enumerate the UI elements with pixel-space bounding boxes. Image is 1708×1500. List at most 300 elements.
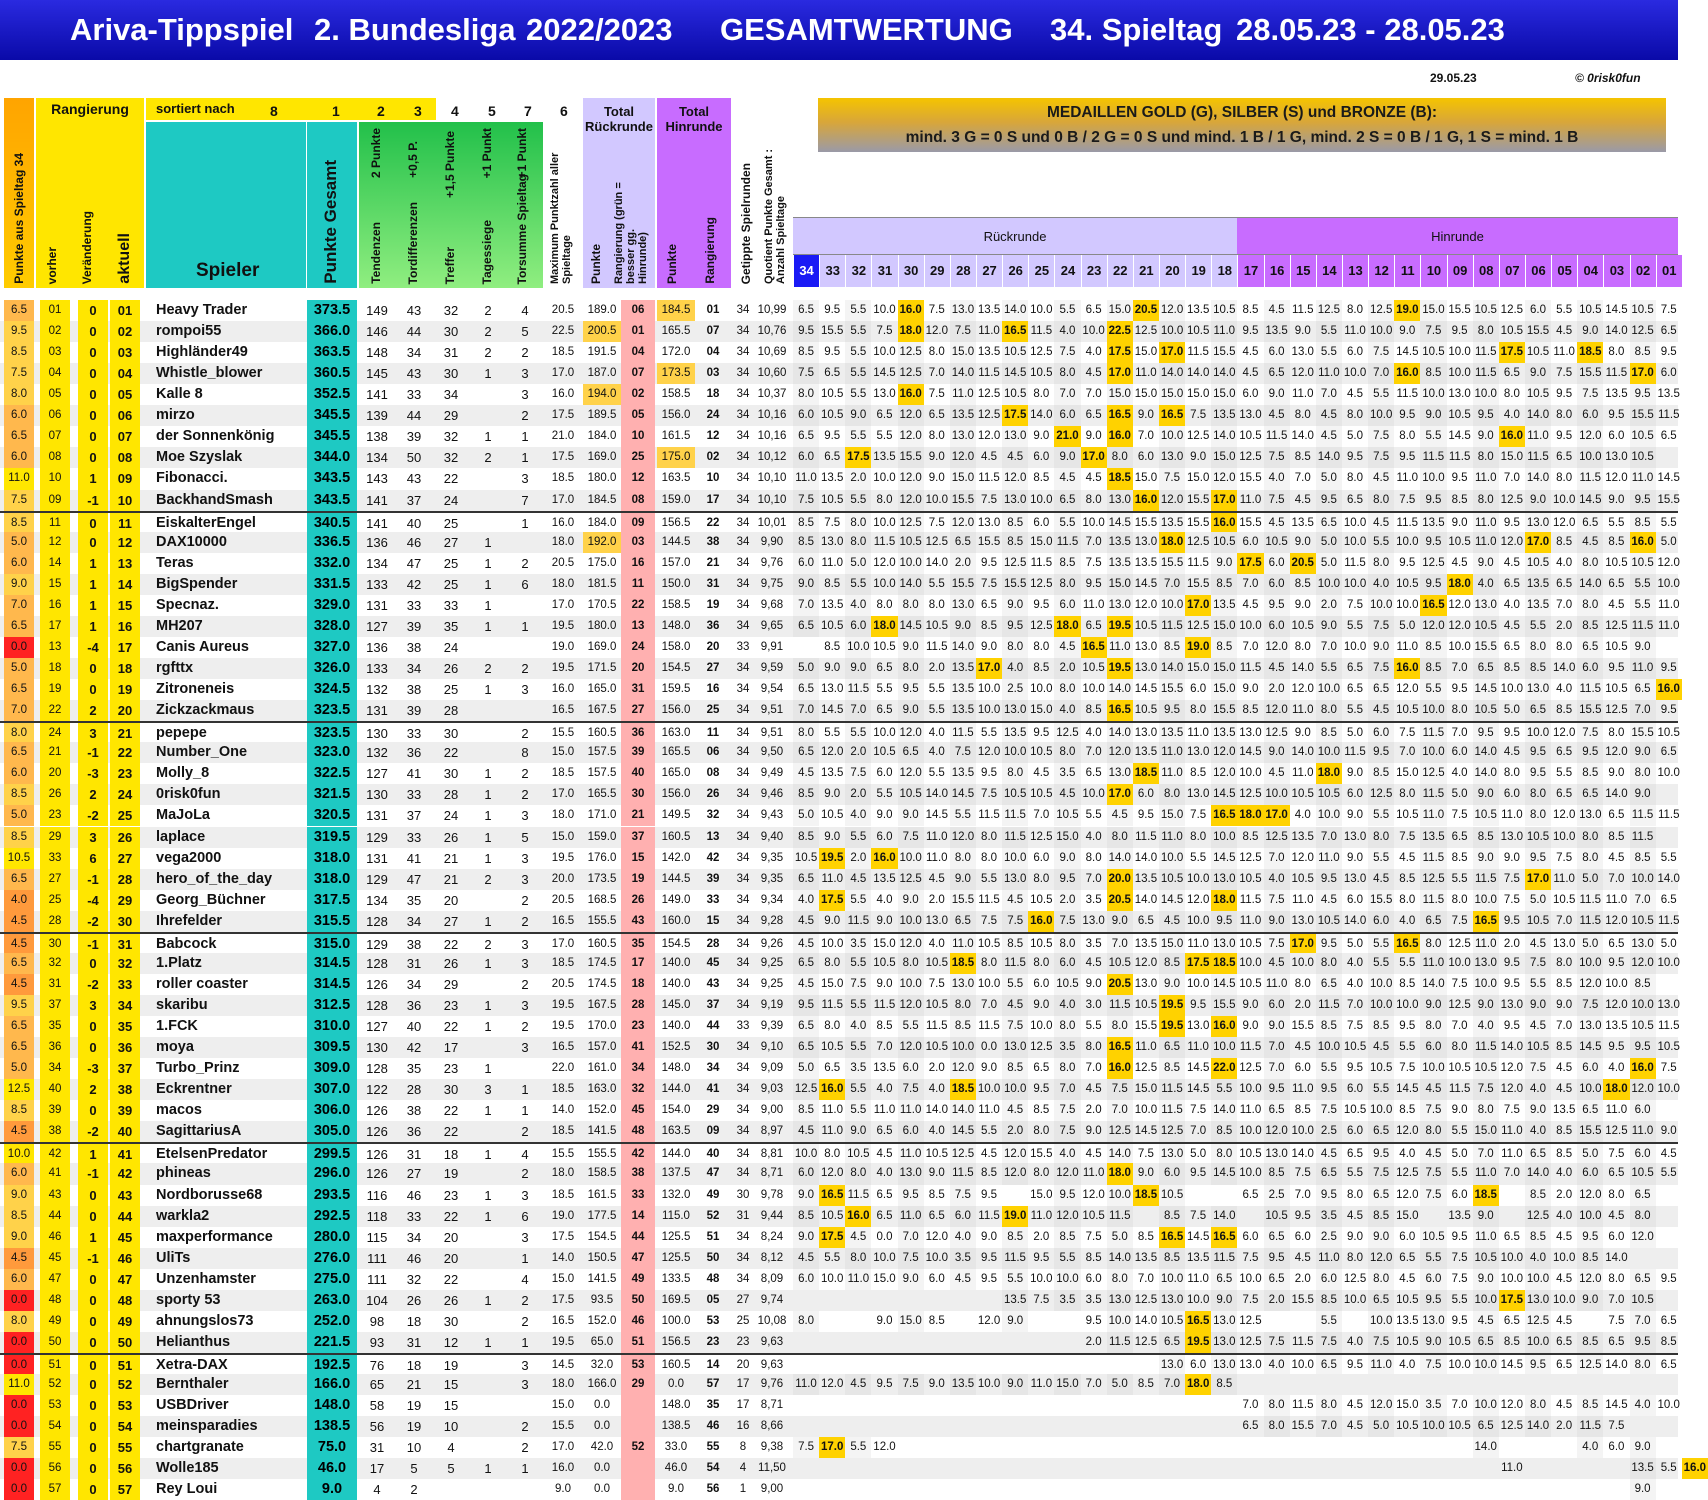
matchday-score <box>793 1479 819 1500</box>
table-row[interactable] <box>0 1395 1678 1416</box>
table-row[interactable] <box>0 974 1678 995</box>
matchday-score: 12.5 <box>950 1144 976 1163</box>
matchday-score <box>898 1458 924 1479</box>
matchday-score: 8.0 <box>824 956 841 969</box>
hr-points: 160.5 <box>661 830 691 843</box>
matchday-score: 6.0 <box>1525 300 1551 321</box>
table-row[interactable] <box>0 1290 1678 1311</box>
matchday-score: 2.0 <box>845 742 871 763</box>
matchday-score: 9.0 <box>1264 742 1290 763</box>
tordifferenzen: 37 <box>406 808 422 824</box>
table-row[interactable] <box>0 574 1678 595</box>
hinrunde-header: Hinrunde <box>1237 217 1678 255</box>
matchday-score: 12.5 <box>898 363 924 384</box>
header-total-rr: Total Rückrunde Punkte Rangierung (grün = besser gg. Hinrunde) <box>583 98 655 288</box>
matchday-score: 14.0 <box>1211 363 1237 384</box>
table-row[interactable] <box>0 384 1678 405</box>
matchday-score: 15.5 <box>1159 553 1185 574</box>
hr-points: 160.5 <box>661 1359 691 1371</box>
matchday-score: 12.0 <box>1500 1083 1524 1096</box>
rank-before: 08 <box>40 447 70 468</box>
matchday-score: 8.0 <box>1294 640 1311 653</box>
table-row[interactable] <box>0 1058 1678 1079</box>
table-row[interactable] <box>0 848 1678 869</box>
matchday-score: 5.5 <box>1368 934 1394 953</box>
matchday-score: 4.5 <box>793 1121 819 1142</box>
table-row[interactable] <box>0 1332 1678 1353</box>
matchday-score: 9.0 <box>1473 1206 1499 1227</box>
matchday-score: 9.5 <box>1399 451 1416 464</box>
points-total: 221.5 <box>307 1332 357 1353</box>
rr-points: 180.0 <box>587 472 617 485</box>
matchday-score: 7.0 <box>1033 809 1050 822</box>
tordifferenzen: 46 <box>406 534 422 550</box>
tagessiege <box>470 1269 506 1290</box>
matchday-score: 9.0 <box>1503 851 1520 864</box>
matchday-score: 10.5 <box>1030 893 1053 906</box>
matchday-score: 5.5 <box>1420 1248 1446 1269</box>
matchday-score: 15.5 <box>1630 723 1656 742</box>
maximum: 20.5 <box>551 893 575 906</box>
table-row[interactable] <box>0 532 1678 553</box>
matchday-score: 15.5 <box>1657 493 1680 506</box>
matchday-score: 9.5 <box>1242 325 1259 338</box>
matchday-score: 11.5 <box>1054 532 1080 553</box>
matchday-score: 6.5 <box>876 1125 893 1138</box>
matchday-score: 11.5 <box>1187 556 1209 569</box>
tendenzen: 122 <box>366 1082 388 1098</box>
matchday-score: 13.0 <box>1134 727 1158 740</box>
matchday-score: 5.0 <box>1577 934 1603 953</box>
matchday-score <box>1499 1437 1525 1458</box>
table-row[interactable] <box>0 890 1678 911</box>
matchday-score: 10.0 <box>1159 426 1185 447</box>
matchday-score: 11.5 <box>1107 1332 1133 1353</box>
matchday-score: 10.5 <box>1030 746 1053 759</box>
matchday-score: 12.0 <box>1500 1399 1524 1412</box>
matchday-score <box>1316 1458 1342 1479</box>
matchday-score: 7.5 <box>1264 447 1290 468</box>
matchday-score: 13.5 <box>1605 1020 1628 1033</box>
matchday-score: 15.0 <box>950 468 976 489</box>
matchday-score: 8.5 <box>1033 662 1050 675</box>
table-row[interactable] <box>0 1185 1678 1206</box>
matchday-score: 7.5 <box>1368 1163 1394 1184</box>
matchday-score: 4.5 <box>1368 869 1394 890</box>
table-row[interactable] <box>0 1353 1678 1374</box>
table-row[interactable] <box>0 953 1678 974</box>
table-row[interactable] <box>0 405 1678 426</box>
matchday-score: 8.0 <box>981 830 998 843</box>
matchday-score: 9.0 <box>793 574 819 595</box>
player-name: Rey Loui <box>156 1481 218 1498</box>
matchday-scores <box>793 1395 1682 1416</box>
matchday-score: 12.5 <box>1500 1420 1524 1433</box>
matchday-score: 8.5 <box>1630 342 1656 363</box>
matchday-scores <box>793 637 1656 658</box>
matchday-score: 8.0 <box>793 723 819 742</box>
table-row[interactable] <box>0 763 1678 784</box>
table-row[interactable] <box>0 342 1678 363</box>
table-row[interactable] <box>0 1142 1678 1163</box>
table-row[interactable] <box>0 300 1678 321</box>
tagessiege: 1 <box>484 1019 492 1035</box>
matchday-score <box>819 1332 845 1353</box>
matchday-score: 12.0 <box>1396 1125 1419 1138</box>
matchday-score: 8.5 <box>1525 658 1551 679</box>
table-row[interactable] <box>0 553 1678 574</box>
matchday-score: 4.0 <box>1399 914 1416 927</box>
table-row[interactable] <box>0 1100 1678 1121</box>
tordifferenzen: 46 <box>406 1250 422 1266</box>
torsumme <box>507 700 543 721</box>
points-total: 263.0 <box>307 1290 357 1311</box>
matchday-score: 13.0 <box>925 914 948 927</box>
punkte-spieltag: 6.5 <box>4 616 34 637</box>
matchday-score: 7.5 <box>928 388 945 401</box>
rr-points: 0.0 <box>594 1420 610 1433</box>
table-row[interactable] <box>0 511 1678 532</box>
matchday-score: 10.0 <box>977 1378 1001 1391</box>
matchday-score: 4.5 <box>845 1227 871 1248</box>
header-rangierung: Rangierung <box>36 98 144 120</box>
matchday-score: 13.0 <box>1291 914 1314 927</box>
tendenzen: 129 <box>366 871 388 887</box>
matchday-score: 8.0 <box>1316 953 1342 974</box>
matchday-score: 4.5 <box>1473 1311 1499 1332</box>
table-row[interactable] <box>0 1016 1678 1037</box>
matchday-scores <box>793 763 1682 784</box>
matchday-score: 8.5 <box>981 619 998 632</box>
matchday-score <box>1211 1437 1237 1458</box>
table-row[interactable] <box>0 721 1678 742</box>
matchday-score: 10.0 <box>1316 1037 1342 1058</box>
matchday-score: 6.0 <box>1294 1230 1311 1243</box>
matchday-score: 10.5 <box>1473 700 1499 721</box>
hr-points: 144.5 <box>661 535 691 548</box>
rr-points: 32.0 <box>590 1359 614 1371</box>
table-row[interactable] <box>0 742 1678 763</box>
matchday-score: 14.0 <box>1291 662 1314 675</box>
points-total: 323.5 <box>307 700 357 721</box>
matchday-score: 12.5 <box>1002 553 1028 574</box>
matchday-score: 9.5 <box>1159 700 1185 721</box>
matchday-score: 10.0 <box>1186 977 1210 990</box>
tordifferenzen: 34 <box>406 661 422 677</box>
table-row[interactable] <box>0 468 1678 489</box>
matchday-score <box>1499 1206 1525 1227</box>
matchday-score: 7.0 <box>1608 872 1625 885</box>
matchday-score: 12.0 <box>1159 490 1185 511</box>
quotient: 9,65 <box>760 619 784 632</box>
table-row[interactable] <box>0 1121 1678 1142</box>
rr-rank: 22 <box>621 595 655 616</box>
matchday-score: 4.5 <box>793 1248 819 1269</box>
points-total: 331.5 <box>307 574 357 595</box>
tendenzen: 134 <box>366 450 388 466</box>
matchday-score <box>924 1355 950 1374</box>
quotient: 9,74 <box>760 1293 784 1306</box>
punkte-spieltag: 9.0 <box>4 574 34 595</box>
matchday-score: 8.0 <box>1451 704 1468 717</box>
matchday-score: 8.5 <box>1264 1163 1290 1184</box>
table-row[interactable] <box>0 1416 1678 1437</box>
matchday-score: 13.0 <box>1159 1144 1185 1163</box>
rank-change: 0 <box>78 1395 108 1416</box>
matchday-score: 13.5 <box>1448 1209 1471 1222</box>
matchday-score: 8.0 <box>1473 1100 1499 1121</box>
matchday-score: 11.0 <box>845 1269 871 1290</box>
punkte-spieltag: 8.0 <box>4 384 34 405</box>
matchday-score: 6.5 <box>928 1209 945 1222</box>
hr-rank: 49 <box>706 1188 720 1201</box>
matchday-score: 10.0 <box>1002 848 1028 869</box>
matchday-score <box>924 1416 950 1437</box>
matchday-score: 10.5 <box>1525 384 1551 405</box>
table-row[interactable] <box>0 1037 1678 1058</box>
matchday-score: 14.0 <box>1107 679 1133 700</box>
round-header: 30 <box>898 255 924 287</box>
matchday-score: 9.5 <box>1264 1079 1290 1100</box>
table-row[interactable] <box>0 616 1678 637</box>
tendenzen: 148 <box>366 345 388 361</box>
table-row[interactable] <box>0 1206 1678 1227</box>
matchday-score <box>1630 1248 1656 1269</box>
table-row[interactable] <box>0 827 1678 848</box>
torsumme <box>507 532 543 553</box>
table-row[interactable] <box>0 805 1678 826</box>
matchday-score: 10.0 <box>1291 1125 1314 1138</box>
matchday-score: 13.0 <box>1186 788 1210 801</box>
tagessiege: 1 <box>484 682 492 698</box>
matchday-score <box>1054 1332 1080 1353</box>
tendenzen: 111 <box>367 1271 387 1287</box>
rr-rank: 27 <box>621 700 655 721</box>
table-row[interactable] <box>0 700 1678 721</box>
matchday-score: 15.5 <box>1211 342 1237 363</box>
matchday-score: 13.0 <box>1657 998 1680 1011</box>
matchday-score: 6.5 <box>1085 409 1102 422</box>
points-total: 326.0 <box>307 658 357 679</box>
treffer: 30 <box>443 1082 459 1098</box>
table-row[interactable] <box>0 426 1678 447</box>
matchday-score: 11.5 <box>1344 556 1366 569</box>
matchday-score: 4.5 <box>1264 300 1290 321</box>
treffer: 22 <box>443 1019 459 1035</box>
torsumme: 2 <box>521 408 529 424</box>
punkte-spieltag: 6.5 <box>4 679 34 700</box>
table-row[interactable] <box>0 995 1678 1016</box>
table-row[interactable] <box>0 679 1678 700</box>
table-row[interactable] <box>0 595 1678 616</box>
matchday-score: 7.0 <box>1137 1272 1154 1285</box>
matchday-score: 12.0 <box>898 426 924 447</box>
matchday-score: 12.0 <box>950 827 976 848</box>
round-header: 14 <box>1316 255 1342 287</box>
matchday-score: 11.0 <box>1135 1041 1157 1054</box>
table-row[interactable] <box>0 321 1678 342</box>
table-row[interactable] <box>0 1458 1707 1479</box>
rr-rank: 50 <box>621 1290 655 1311</box>
table-row[interactable] <box>0 1374 1678 1395</box>
rank-before: 35 <box>40 1016 70 1037</box>
tendenzen: 128 <box>366 1061 388 1077</box>
matchday-score <box>793 1290 819 1311</box>
table-row[interactable] <box>0 1479 1678 1500</box>
matchday-score: 9.0 <box>1630 784 1656 805</box>
matchday-score: 9.0 <box>1002 595 1028 616</box>
matchday-score: 4.0 <box>928 1125 945 1138</box>
matchday-score: 4.5 <box>1294 1251 1311 1264</box>
matchday-score: 4.0 <box>1556 1167 1573 1180</box>
quotient: 9,39 <box>760 1020 784 1033</box>
punkte-spieltag: 6.0 <box>4 763 34 784</box>
matchday-scores <box>793 974 1656 995</box>
table-row[interactable] <box>0 1227 1678 1248</box>
matchday-score: 8.5 <box>1002 934 1028 953</box>
matchday-score: 8.5 <box>1002 532 1028 553</box>
matchday-score: 6.5 <box>1473 1416 1499 1437</box>
table-row[interactable] <box>0 911 1678 932</box>
matchday-score <box>1133 1479 1159 1500</box>
matchday-score: 11.0 <box>1316 363 1342 384</box>
player-name: rgfttx <box>156 660 194 677</box>
matchday-score: 9.0 <box>1085 1125 1102 1138</box>
table-row[interactable] <box>0 932 1678 953</box>
player-name: mirzo <box>156 407 195 424</box>
table-row[interactable] <box>0 869 1678 890</box>
matchday-score: 10.5 <box>1420 342 1446 363</box>
matchday-score: 11.5 <box>1577 1416 1603 1437</box>
points-total: 373.5 <box>307 300 357 321</box>
matchday-score <box>793 1458 819 1479</box>
matchday-score: 6.0 <box>898 1121 924 1142</box>
player-name: moya <box>156 1039 194 1056</box>
maximum: 18.5 <box>551 1125 575 1138</box>
hr-points: 140.0 <box>661 1020 691 1033</box>
matchday-score: 10.0 <box>1552 1293 1576 1306</box>
matchday-score <box>871 1395 897 1416</box>
matchday-score: 18.0 <box>1185 1374 1211 1395</box>
matchday-score: 4.0 <box>1473 1016 1499 1037</box>
player-name: BackhandSmash <box>156 491 273 508</box>
treffer: 15 <box>443 1377 459 1393</box>
matchday-score: 7.0 <box>1503 1167 1520 1180</box>
matchday-score: 4.5 <box>1368 1037 1394 1058</box>
matchday-score: 12.5 <box>1605 704 1628 717</box>
rank-before: 49 <box>40 1311 70 1332</box>
matchday-score: 13.5 <box>821 472 844 485</box>
matchday-score: 5.5 <box>1368 848 1394 869</box>
matchday-score: 4.5 <box>1660 1148 1677 1161</box>
matchday-scores <box>793 890 1682 911</box>
matchday-score <box>1081 1437 1107 1458</box>
matchday-score: 17.5 <box>1237 553 1263 574</box>
matchday-score <box>1499 1479 1525 1500</box>
matchday-score: 6.5 <box>876 704 893 717</box>
matchday-score: 13.0 <box>1134 662 1158 675</box>
table-row[interactable] <box>0 1311 1678 1332</box>
matchday-score <box>1368 1458 1394 1479</box>
tagessiege: 2 <box>484 324 492 340</box>
tordifferenzen: 21 <box>406 1377 422 1393</box>
matchday-score: 6.0 <box>1608 430 1625 443</box>
matchday-score: 6.5 <box>1660 325 1677 338</box>
maximum: 18.0 <box>551 535 575 548</box>
matchday-score: 4.0 <box>1608 1062 1625 1075</box>
matchday-score: 17.0 <box>1107 363 1133 384</box>
matchday-score: 8.0 <box>1002 637 1028 658</box>
matchday-score: 7.5 <box>1660 1062 1677 1075</box>
table-row[interactable] <box>0 447 1678 468</box>
round-header: 29 <box>924 255 950 287</box>
table-row[interactable] <box>0 1269 1678 1290</box>
table-row[interactable] <box>0 637 1678 658</box>
table-row[interactable] <box>0 1163 1678 1184</box>
matchday-score: 7.0 <box>1264 1037 1290 1058</box>
table-row[interactable] <box>0 784 1678 805</box>
maximum: 19.0 <box>551 640 575 653</box>
matchday-score: 7.5 <box>1451 809 1468 822</box>
matchday-score: 6.0 <box>876 830 893 843</box>
quotient: 9,76 <box>760 1378 784 1391</box>
matchday-score: 4.0 <box>1577 1437 1603 1458</box>
matchday-score <box>1133 1206 1159 1227</box>
matchday-score <box>1577 1458 1603 1479</box>
matchday-score: 4.5 <box>1503 746 1520 759</box>
table-row[interactable] <box>0 1437 1678 1458</box>
matchday-score: 6.0 <box>1190 683 1207 696</box>
matchday-score: 9.0 <box>1294 598 1311 611</box>
hr-points: 156.0 <box>661 704 691 717</box>
matchday-score: 4.5 <box>981 1148 998 1161</box>
rank-before: 44 <box>40 1206 70 1227</box>
quotient: 9,34 <box>760 893 784 906</box>
points-total: 299.5 <box>307 1144 357 1163</box>
matchday-score: 10.5 <box>1082 662 1105 675</box>
matchday-score: 12.0 <box>1264 700 1290 721</box>
rank-current: 01 <box>110 300 140 321</box>
matchday-score: 8.5 <box>1556 535 1573 548</box>
player-name: ahnungslos73 <box>156 1312 254 1329</box>
rr-rank: 36 <box>621 723 655 742</box>
matchday-score: 8.0 <box>1107 827 1133 848</box>
table-row[interactable] <box>0 658 1678 679</box>
table-row[interactable] <box>0 490 1678 511</box>
points-total: 252.0 <box>307 1311 357 1332</box>
rank-before: 47 <box>40 1269 70 1290</box>
table-row[interactable] <box>0 1248 1678 1269</box>
treffer: 26 <box>443 955 459 971</box>
matchday-score: 11.5 <box>1211 1248 1237 1269</box>
table-row[interactable] <box>0 1079 1678 1100</box>
matchday-score: 10.0 <box>1159 595 1185 616</box>
matchday-score: 10.0 <box>1082 683 1105 696</box>
matchday-score: 13.0 <box>1082 914 1105 927</box>
matchday-score <box>1054 1355 1080 1374</box>
matchday-score: 9.0 <box>1211 553 1237 574</box>
matchday-score: 6.5 <box>1085 619 1102 632</box>
rank-current: 22 <box>110 742 140 763</box>
matchday-score: 12.0 <box>873 556 896 569</box>
matchday-score: 9.0 <box>1525 490 1551 511</box>
rank-before: 19 <box>40 679 70 700</box>
played-rounds: 34 <box>736 1148 750 1161</box>
table-row[interactable] <box>0 363 1678 384</box>
matchday-score: 8.5 <box>1420 658 1446 679</box>
hr-points: 152.5 <box>661 1041 691 1054</box>
matchday-score: 10.5 <box>1473 300 1499 321</box>
